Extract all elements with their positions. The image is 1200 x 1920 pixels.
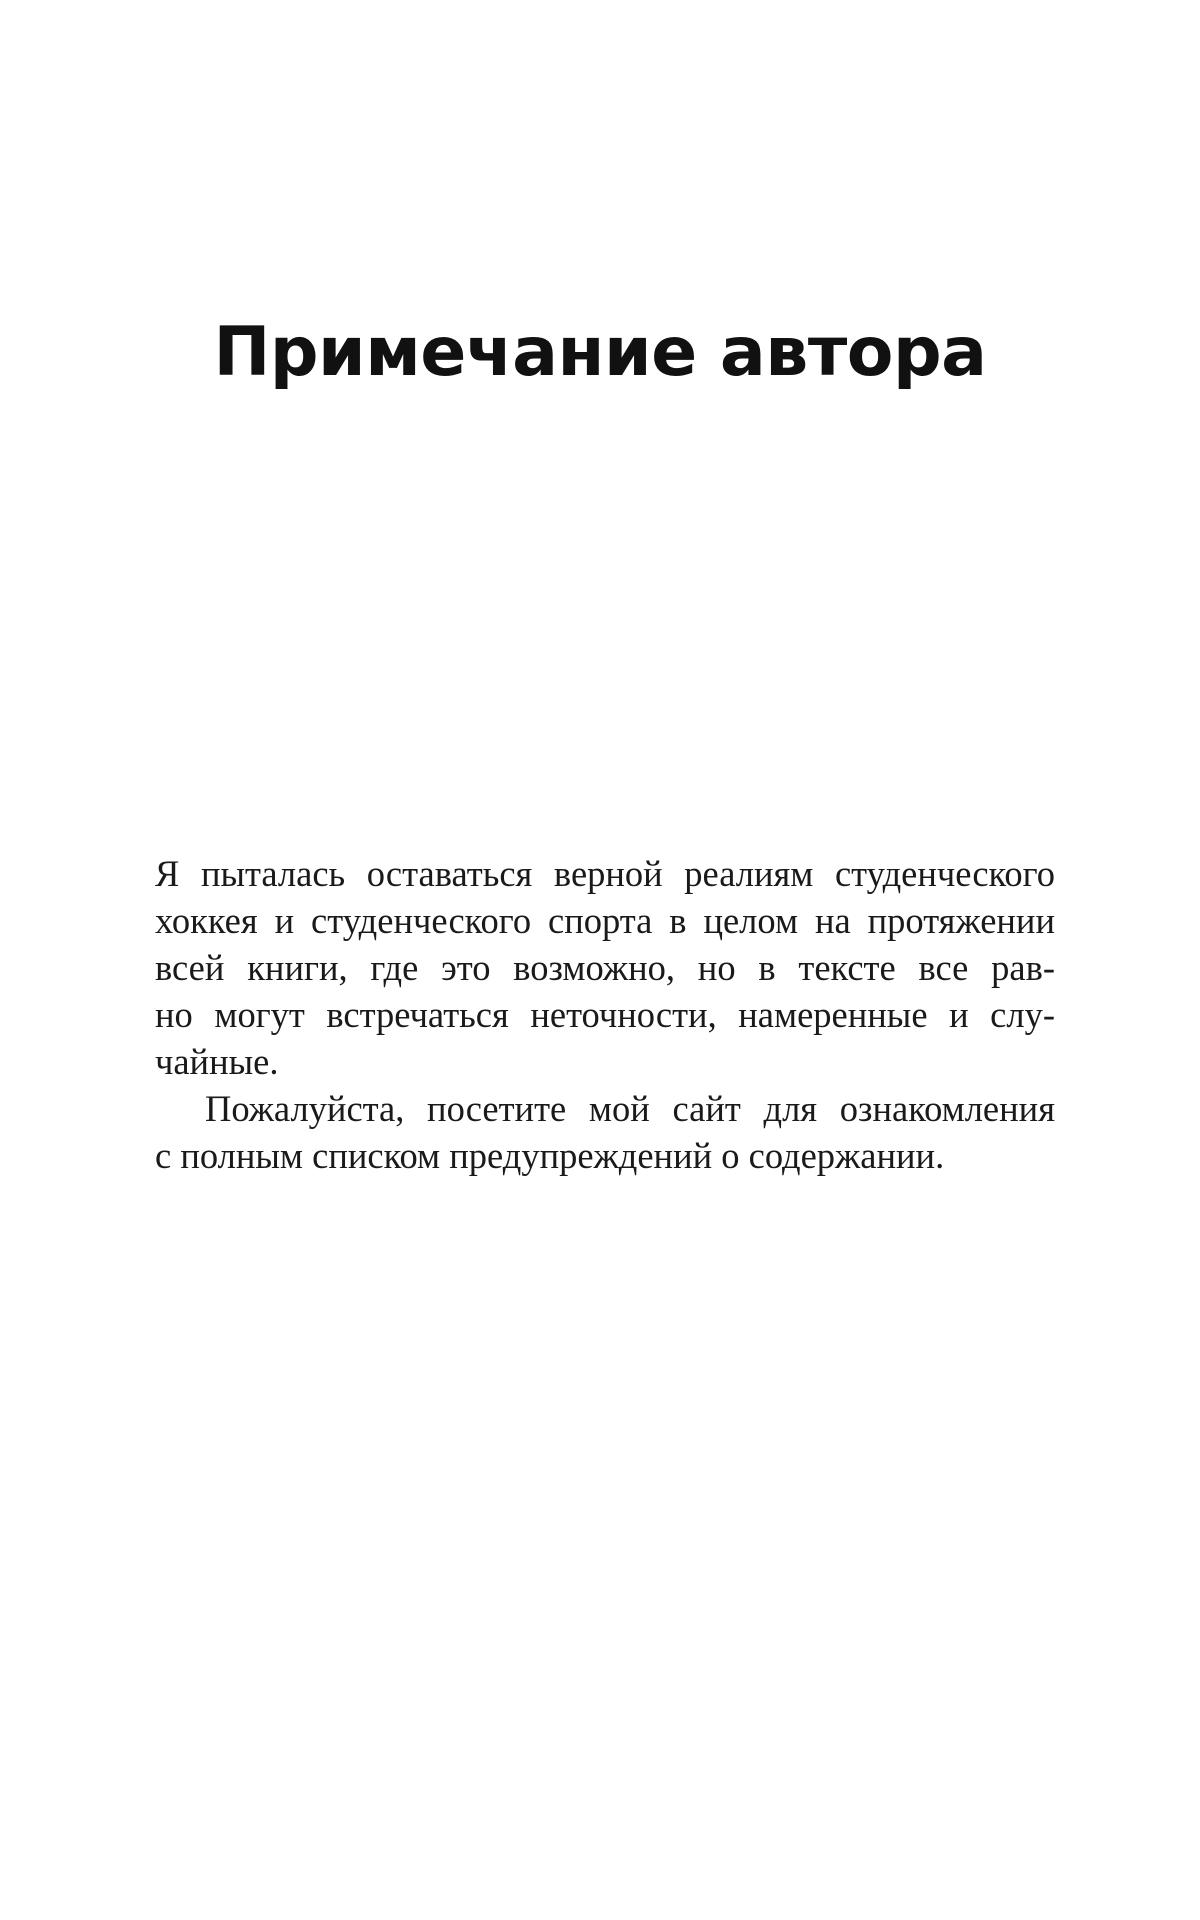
text-line: с полным списком предупреждений о содержании. (155, 1135, 945, 1176)
text-line: Я пыталась оставаться верной реалиям студенческого (155, 853, 1055, 894)
paragraph-2 (155, 1085, 1055, 1179)
author-note-text (155, 850, 1055, 1179)
text-line: всей книги, где это возможно, но в тексте все рав- (155, 947, 1055, 988)
paragraph-1 (155, 850, 1055, 1085)
page-title: Примечание автора (213, 313, 987, 392)
text-line: чайные. (155, 1041, 279, 1082)
text-line: Пожалуйста, посетите мой сайт для ознакомления (205, 1088, 1055, 1129)
text-line: но могут встречаться неточности, намеренные и слу- (155, 994, 1055, 1035)
text-line: хоккея и студенческого спорта в целом на протяжении (155, 900, 1055, 941)
